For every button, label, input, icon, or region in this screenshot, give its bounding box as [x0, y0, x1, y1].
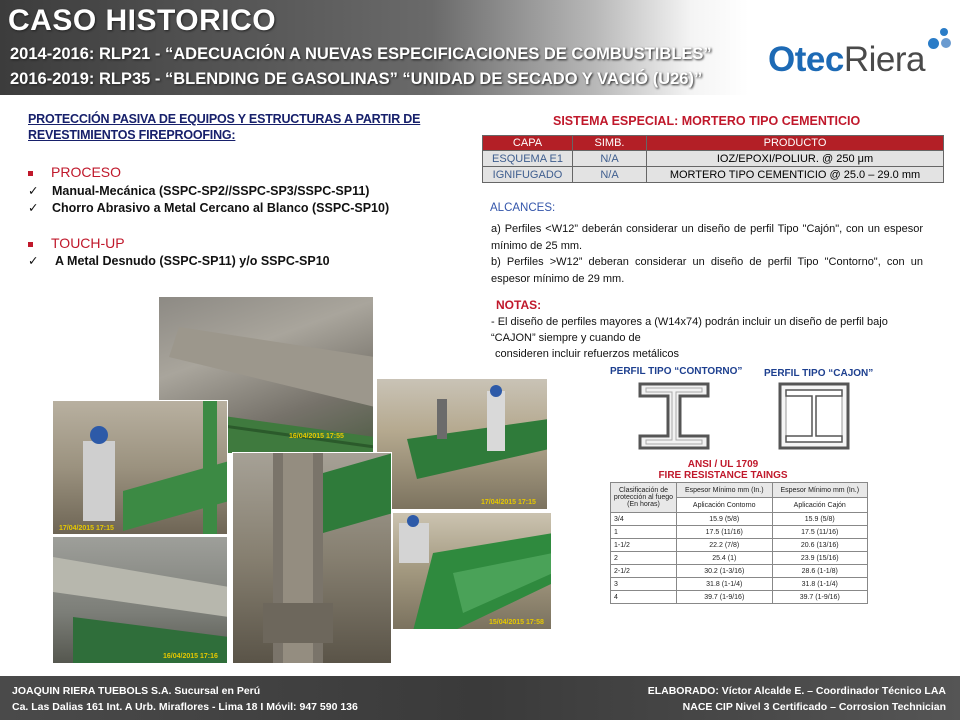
- alcances-b: b) Perfiles >W12” deberan considerar un diseño de perfil Tipo "Contorno", con un espesor mínimo de 29 mm.: [491, 256, 923, 285]
- slide-title: CASO HISTORICO: [8, 4, 277, 37]
- photo-column-base: [232, 452, 392, 664]
- photo-mesh-beam: [392, 512, 552, 630]
- profile-contorno-label: PERFIL TIPO “CONTORNO”: [610, 366, 743, 377]
- proceso-item: ✓ Manual-Mecánica (SSPC-SP2//SSPC-SP3/SSPC-SP11): [28, 184, 370, 198]
- column-header: Espesor Mínimo mm (In.): [772, 483, 868, 498]
- system-table: [482, 135, 944, 183]
- photo-date: 16/04/2015 17:16: [163, 653, 218, 660]
- notas-line-3: consideren incluir refuerzos metálicos: [495, 348, 680, 360]
- alcances-title: ALCANCES:: [490, 202, 556, 214]
- photo-worker-grinding-graphic: [53, 401, 228, 535]
- column-header: SIMB.: [573, 136, 647, 151]
- alcances-a: a) Perfiles <W12” deberán considerar un diseño de perfil Tipo "Cajón", con un espesor mínimo de 25 mm.: [491, 223, 923, 252]
- proceso-heading: PROCESO: [28, 164, 121, 180]
- proceso-item: ✓ Chorro Abrasivo a Metal Cercano al Blanco (SSPC-SP10): [28, 201, 390, 215]
- photo-mesh-beam-graphic: [393, 513, 552, 630]
- touchup-item: ✓ A Metal Desnudo (SSPC-SP11) y/o SSPC-SP10: [28, 254, 330, 268]
- table-row: ESQUEMA E1 N/A IOZ/EPOXI/POLIUR. @ 250 μm: [483, 151, 944, 167]
- bullet-square-icon: [28, 171, 33, 176]
- photo-date: 16/04/2015 17:55: [289, 433, 344, 440]
- footer-address: Ca. Las Dalias 161 Int. A Urb. Miraflores - Lima 18 I Móvil: 947 590 136: [12, 701, 358, 713]
- profile-cajon-label: PERFIL TIPO “CAJON”: [764, 368, 874, 379]
- footer-company: JOAQUIN RIERA TUEBOLS S.A. Sucursal en Perú: [12, 685, 261, 697]
- table-row: 3/4 15.9 (5/8) 15.9 (5/8): [611, 513, 868, 526]
- photo-underside-structure-graphic: [53, 537, 228, 664]
- slide-footer: [0, 676, 960, 720]
- photo-underside-structure: [52, 536, 228, 664]
- logo-dot-icon: [940, 28, 948, 36]
- touchup-heading: TOUCH-UP: [28, 235, 125, 251]
- table-row: 1-1/2 22.2 (7/8) 20.6 (13/16): [611, 539, 868, 552]
- column-header: CAPA: [483, 136, 573, 151]
- table-row: 2 25.4 (1) 23.9 (15/16): [611, 552, 868, 565]
- bullet-square-icon: [28, 242, 33, 247]
- fire-resistance-table: [610, 482, 868, 604]
- notas-line-1: - El diseño de perfiles mayores a (W14x74) podrán incluir un diseño de perfil bajo: [491, 316, 888, 328]
- notas-title: NOTAS:: [496, 298, 542, 312]
- project-line-1: 2014-2016: RLP21 - “ADECUACIÓN A NUEVAS ESPECIFICACIONES DE COMBUSTIBLES”: [10, 45, 712, 63]
- slide-header: [0, 0, 960, 95]
- table-row: 2-1/2 30.2 (1-3/16) 28.6 (1-1/8): [611, 565, 868, 578]
- column-subheader: Aplicación Contorno: [677, 498, 773, 513]
- table-row: 1 17.5 (11/16) 17.5 (11/16): [611, 526, 868, 539]
- photo-workers-beam: [376, 378, 548, 510]
- otecriera-logo: OtecRiera: [768, 40, 958, 85]
- logo-dot-icon: [941, 38, 951, 48]
- table-row: 3 31.8 (1-1/4) 31.8 (1-1/4): [611, 578, 868, 591]
- project-line-2: 2016-2019: RLP35 - “BLENDING DE GASOLINAS” “UNIDAD DE SECADO Y VACIÓ (U26)”: [10, 70, 703, 88]
- column-header: PRODUCTO: [647, 136, 944, 151]
- photo-date: 15/04/2015 17:58: [489, 619, 544, 626]
- protection-title: PROTECCIÓN PASIVA DE EQUIPOS Y ESTRUCTURAS A PARTIR DE REVESTIMIENTOS FIREPROOFING:: [28, 112, 421, 142]
- check-icon: ✓: [28, 184, 39, 198]
- notas-line-2: “CAJON” siempre y cuando de: [491, 332, 641, 344]
- photo-workers-beam-graphic: [377, 379, 548, 510]
- footer-certification: NACE CIP Nivel 3 Certificado – Corrosion Technician: [682, 701, 946, 713]
- photo-date: 17/04/2015 17:15: [481, 499, 536, 506]
- photo-worker-grinding: [52, 400, 228, 535]
- column-header: Espesor Mínimo mm (In.): [677, 483, 773, 498]
- footer-elaborado: ELABORADO: Víctor Alcalde E. – Coordinador Técnico LAA: [647, 685, 946, 697]
- i-beam-cajon-diagram: [776, 380, 852, 452]
- photo-date: 17/04/2015 17:15: [59, 525, 114, 532]
- check-icon: ✓: [28, 254, 39, 268]
- logo-dot-icon: [928, 38, 939, 49]
- check-icon: ✓: [28, 201, 39, 215]
- photo-column-base-graphic: [233, 453, 392, 664]
- column-subheader: Aplicación Cajón: [772, 498, 868, 513]
- table-row: 4 39.7 (1-9/16) 39.7 (1-9/16): [611, 591, 868, 604]
- system-title: SISTEMA ESPECIAL: MORTERO TIPO CEMENTICIO: [553, 114, 861, 128]
- fire-table-title: ANSI / UL 1709 FIRE RESISTANCE TAINGS: [658, 459, 788, 481]
- i-beam-contorno-diagram: [636, 380, 712, 452]
- table-row: IGNIFUGADO N/A MORTERO TIPO CEMENTICIO @ 25.0 – 29.0 mm: [483, 167, 944, 183]
- column-header: Clasificación de protección al fuego (En horas): [611, 483, 677, 513]
